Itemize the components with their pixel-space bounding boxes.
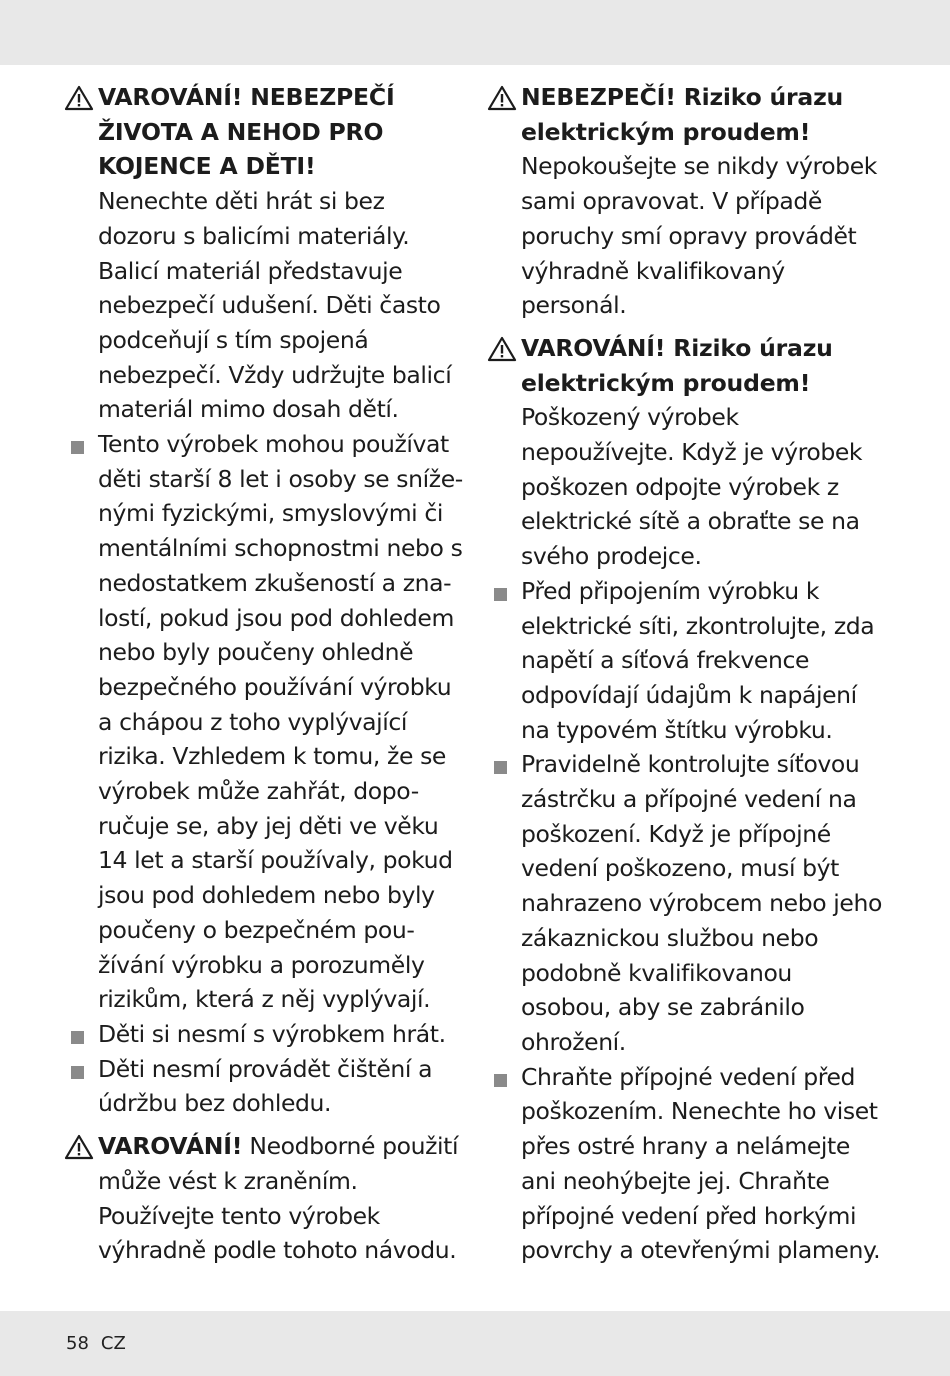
warning-heading: VAROVÁNÍ! [98, 1132, 243, 1161]
language-code: CZ [100, 1333, 126, 1354]
top-band [0, 0, 950, 65]
list-item [487, 747, 887, 1059]
warning-triangle-icon [64, 84, 94, 112]
right-column [487, 80, 887, 1268]
list-item-text: Tento výrobek mohou používat děti starší 8 let i osoby se sníže-nými fyzickými, smyslovými či mentálními schopnostmi nebo s nedostatkem zkušeností a zna-lostí, pokud jsou pod dohledem nebo byly poučeny ohledně bezpečného používání výrobku a chápou z toho vyplývající rizika. Vzhledem k tomu, že se výrobek může zahřát, dopo-ručuje se, aby jej děti ve věku 14 let a starší používaly, pokud jsou pod dohledem nebo byly poučeny o bezpečném pou-žívání výrobku a porozuměly rizikům, která z něj vyplývají. [98, 430, 463, 1014]
page-footer [66, 1333, 126, 1355]
warning-heading: VAROVÁNÍ! NEBEZPEČÍ ŽIVOTA A NEHOD PRO KOJENCE A DĚTI! [98, 83, 395, 181]
list-item-text: Před připojením výrobku k elektrické síti, zkontrolujte, zda napětí a síťová frekvence odpovídají údajům k napájení na typovém štítku výrobku. [521, 576, 875, 744]
square-bullet-icon [71, 1066, 84, 1079]
warning-electric-shock [487, 331, 887, 574]
warning-triangle-icon [487, 335, 517, 363]
danger-heading: NEBEZPEČÍ! Riziko úrazu elektrickým proudem! [521, 83, 844, 146]
warning-triangle-icon [487, 84, 517, 112]
list-item [64, 1052, 466, 1121]
warning-body: Nenechte děti hrát si bez dozoru s balicími materiály. Balicí materiál představuje nebezpečí udušení. Děti často podceňují s tím spojená nebezpečí. Vždy udržujte balicí materiál mimo dosah dětí. [98, 187, 452, 424]
square-bullet-icon [494, 761, 507, 774]
warning-body: Poškozený výrobek nepoužívejte. Když je výrobek poškozen odpojte výrobek z elektrické sítě a obraťte se na svého prodejce. [521, 403, 863, 571]
square-bullet-icon [494, 1074, 507, 1087]
danger-body: Nepokoušejte se nikdy výrobek sami opravovat. V případě poruchy smí opravy provádět výhradně kvalifikovaný personál. [521, 152, 877, 320]
list-item [64, 1017, 466, 1052]
warning-heading: VAROVÁNÍ! Riziko úrazu elektrickým proudem! [521, 333, 833, 397]
page-number: 58 [66, 1333, 89, 1354]
list-item [64, 427, 466, 1017]
square-bullet-icon [71, 1031, 84, 1044]
list-item-text: Pravidelně kontrolujte síťovou zástrčku a přípojné vedení na poškození. Když je přípojné vedení poškozeno, musí být nahrazeno výrobcem nebo jeho zákaznickou službou nebo podobně kvalifikovanou osobou, aby se zabránilo ohrožení. [521, 750, 882, 1056]
warning-improper-use [64, 1129, 466, 1268]
square-bullet-icon [71, 441, 84, 454]
warning-body: Neodborné použití může vést k zraněním. Používejte tento výrobek výhradně podle tohoto návodu. [98, 1132, 459, 1265]
list-item-text: Chraňte přípojné vedení před poškozením. Nenechte ho viset přes ostré hrany a nelámejte ani neohýbejte jej. Chraňte přípojné vedení před horkými povrchy a otevřenými plameny. [521, 1062, 881, 1265]
bottom-band [0, 1311, 950, 1376]
list-item [487, 574, 887, 748]
left-column [64, 80, 466, 1268]
list-item-text: Děti si nesmí s výrobkem hrát. [98, 1019, 446, 1048]
square-bullet-icon [494, 588, 507, 601]
list-item [487, 1060, 887, 1268]
warning-children-packaging [64, 80, 466, 427]
danger-electric-shock [487, 80, 887, 323]
list-item-text: Děti nesmí provádět čištění a údržbu bez dohledu. [98, 1054, 433, 1118]
warning-triangle-icon [64, 1133, 94, 1161]
